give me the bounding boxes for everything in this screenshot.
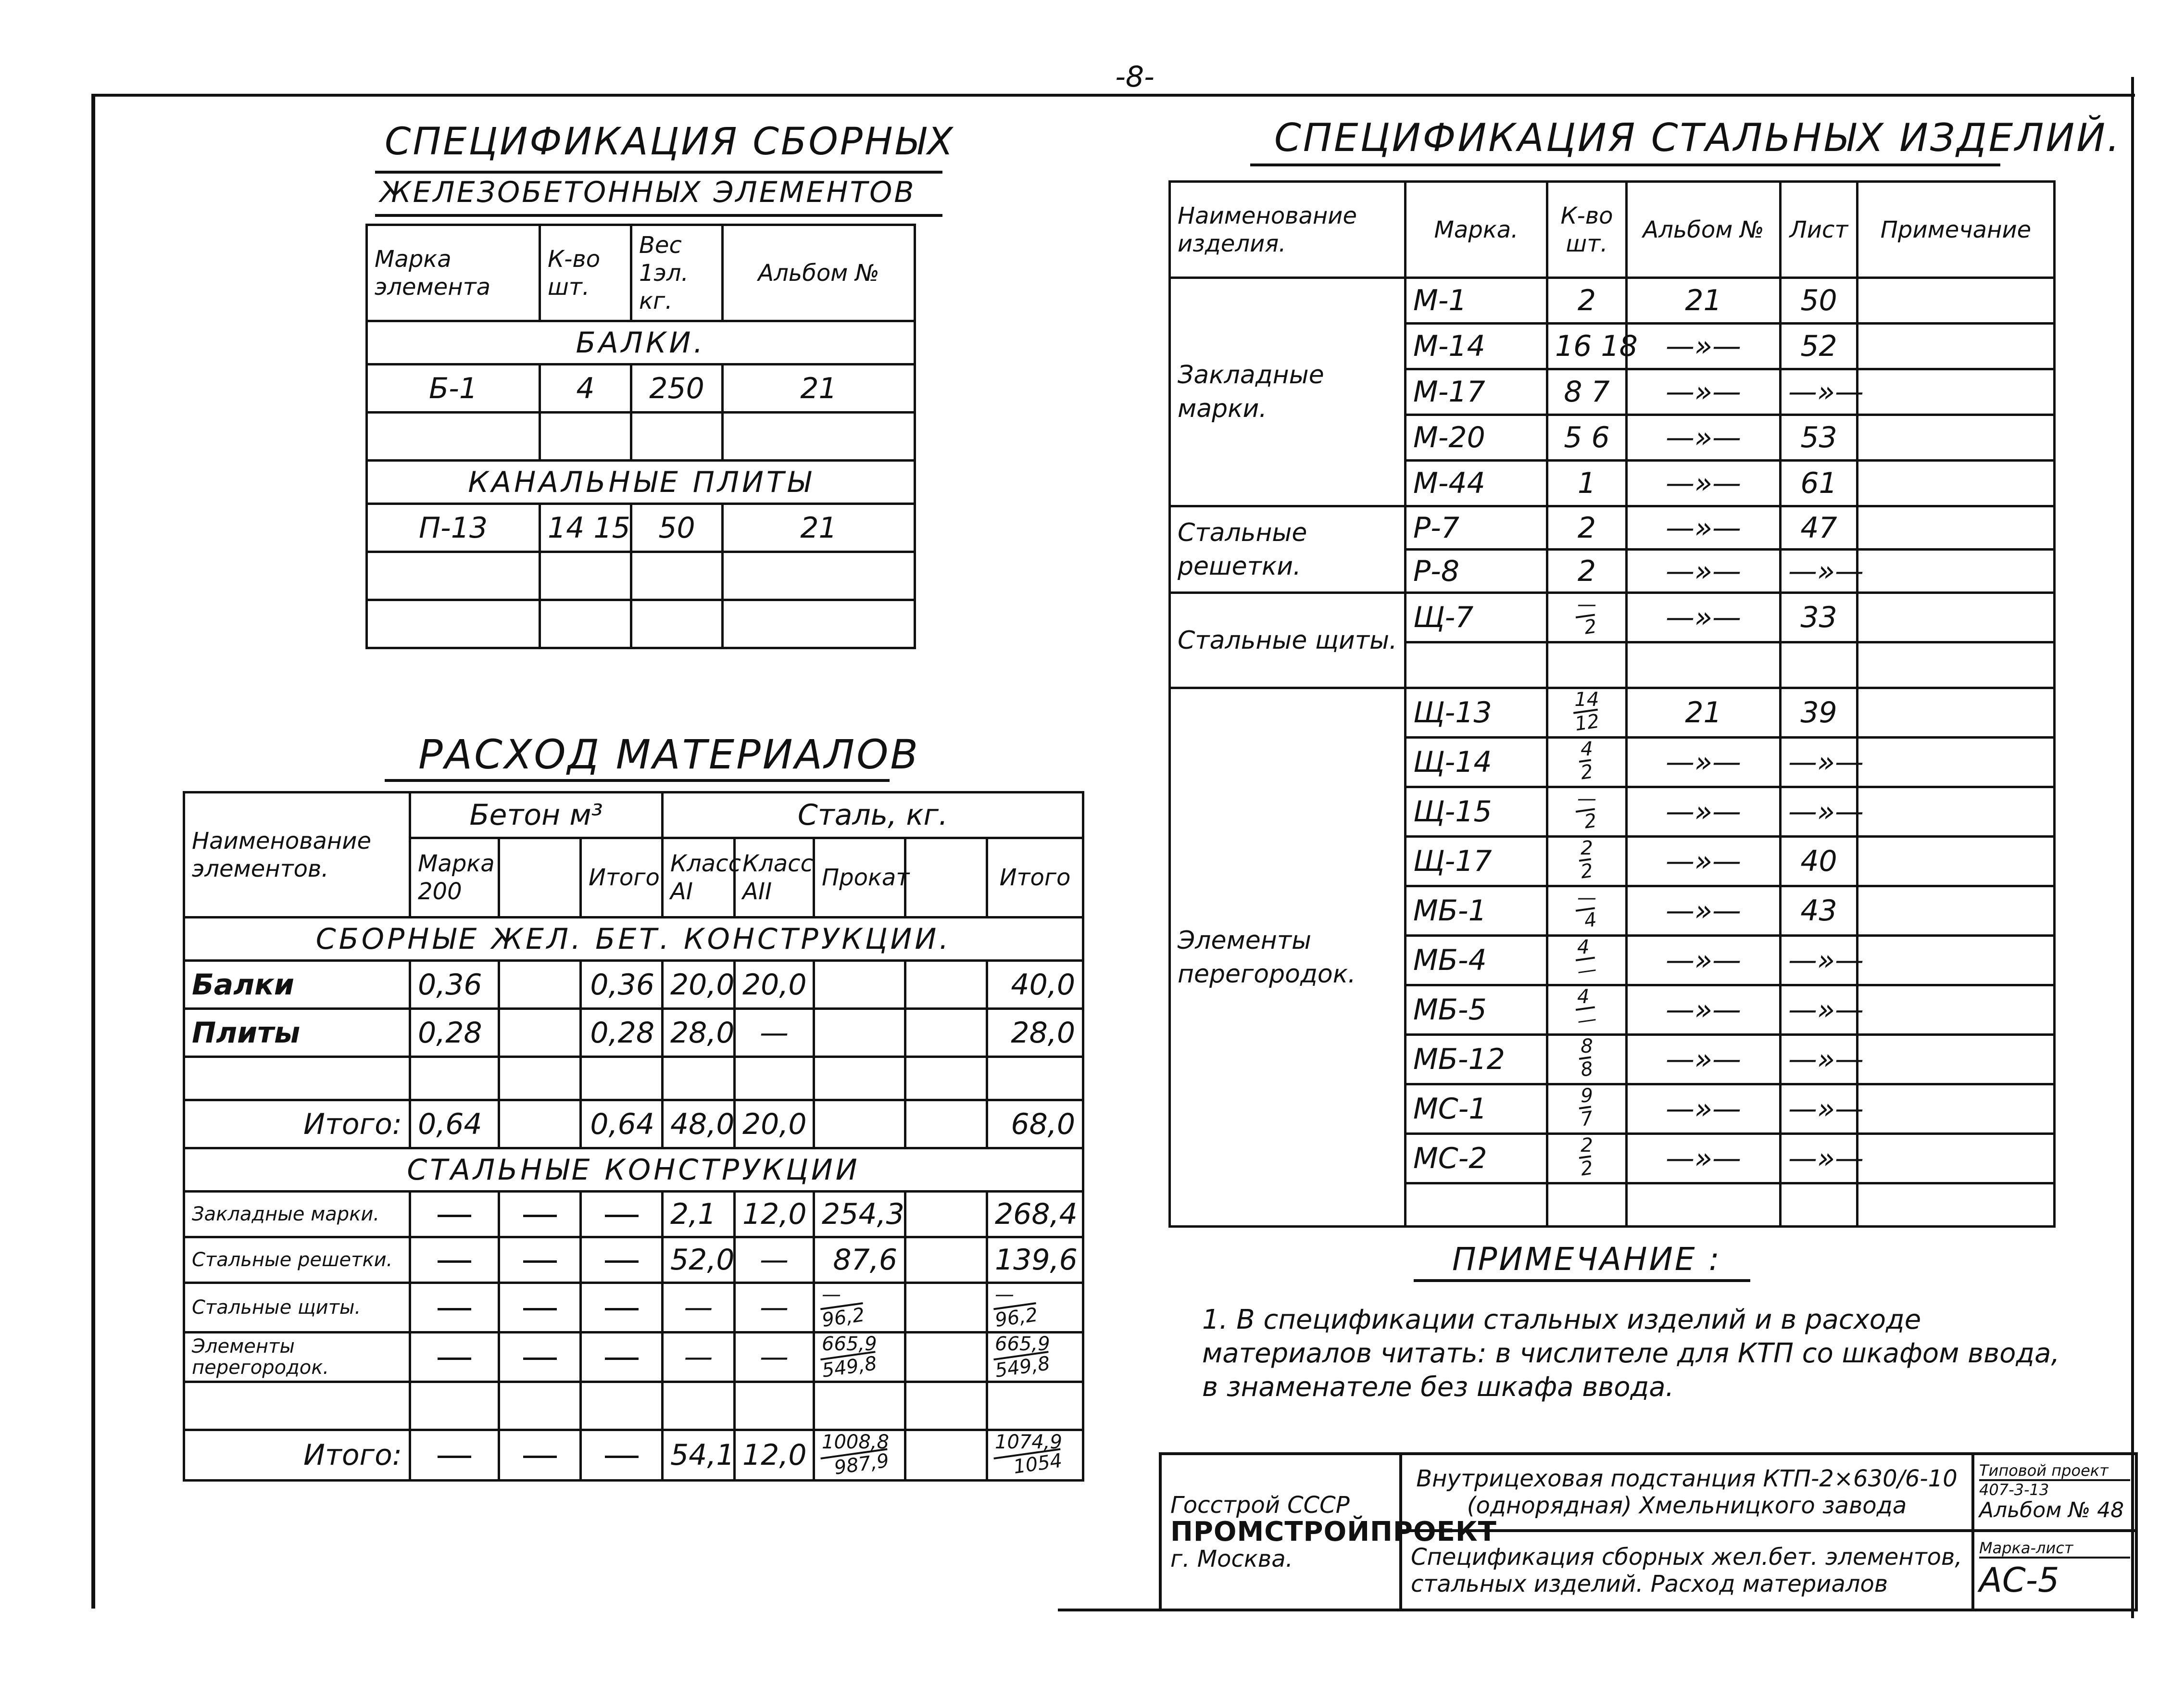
header-concrete-total: Итого [581, 838, 663, 918]
cell-stot: 68,0 [987, 1100, 1083, 1148]
steel-spec-table [1168, 180, 2056, 1228]
cell-a2: 20,0 [735, 1100, 814, 1148]
cell-album: —»— [1627, 324, 1781, 369]
header-album: Альбом № [1627, 182, 1781, 278]
cell-rolled: 87,6 [814, 1237, 905, 1283]
note-text: 1. В спецификации стальных изделий и в расходе материалов читать: в числителе для КТП со шкафом ввода, в знаменателе без шкафа ввода. [1202, 1304, 2060, 1403]
cell-album: —»— [1627, 837, 1781, 886]
cell-album: —»— [1627, 550, 1781, 593]
cell-sheet: —»— [1781, 936, 1858, 985]
fraction-qty: $\frac{2}{2}$ [1579, 837, 1595, 883]
section-row [184, 918, 1083, 961]
section-channel-slabs: КАНАЛЬНЫЕ ПЛИТЫ [367, 461, 915, 504]
note-title: ПРИМЕЧАНИЕ : [1452, 1241, 1721, 1278]
cell-total-label: Итого: [184, 1100, 410, 1148]
cell-qty: 2 [1547, 550, 1627, 593]
table-row [184, 1283, 1083, 1333]
cell-sheet: —»— [1781, 1084, 1858, 1134]
header-weight: Вес 1эл. кг. [631, 225, 723, 321]
cell-mark: МС-1 [1406, 1084, 1547, 1134]
cell-ctot: 0,36 [581, 961, 663, 1009]
cell-sheet: —»— [1781, 1035, 1858, 1084]
stamp-mark [1973, 1531, 2136, 1610]
header-album: Альбом № [723, 225, 915, 321]
cell-sheet: 33 [1781, 593, 1858, 642]
steel-spec-title: СПЕЦИФИКАЦИЯ СТАЛЬНЫХ ИЗДЕЛИЙ. [1274, 115, 2121, 160]
cell-a1: — [663, 1283, 735, 1333]
cell-sheet: —»— [1781, 985, 1858, 1035]
table-row [1170, 593, 2055, 642]
group-grates: Стальные решетки. [1170, 506, 1406, 593]
header-name: Наименование изделия. [1170, 182, 1406, 278]
rc-spec-title-underline [375, 171, 942, 174]
stamp-org [1160, 1454, 1497, 1610]
section-beams: БАЛКИ. [367, 321, 915, 365]
cell-mark: П-13 [367, 504, 540, 552]
cell-a1: 54,1 [663, 1430, 735, 1481]
cell-mark: МБ-5 [1406, 985, 1547, 1035]
cell-a2: — [735, 1333, 814, 1382]
cell-album: 21 [723, 365, 915, 413]
table-row [184, 1333, 1083, 1382]
cell-name: Плиты [184, 1009, 410, 1057]
fraction-qty: $\frac{—}{2}$ [1577, 788, 1596, 832]
cell-qty: 1 [1547, 461, 1627, 506]
table-row [367, 365, 915, 413]
header-name: Наименование элементов. [184, 792, 410, 918]
cell-mark: Б-1 [367, 365, 540, 413]
cell-weight: 50 [631, 504, 723, 552]
cell-album: 21 [1627, 278, 1781, 324]
stamp-typ-label: Типовой проект [1979, 1462, 2130, 1481]
steel-header-row [1170, 182, 2055, 278]
frame-left-line [91, 94, 95, 1609]
cell-mark: МБ-12 [1406, 1035, 1547, 1084]
rc-spec-title-line2: ЖЕЛЕЗОБЕТОННЫХ ЭЛЕМЕНТОВ [380, 176, 916, 209]
cell-stot: 28,0 [987, 1009, 1083, 1057]
cell-mark: МБ-1 [1406, 886, 1547, 936]
fraction-stot: $\frac{—}{96,2}$ [993, 1283, 1040, 1332]
cell-album: —»— [1627, 985, 1781, 1035]
header-concrete: Бетон м³ [410, 792, 663, 838]
cell-mark: МС-2 [1406, 1134, 1547, 1183]
stamp-mark-label: Марка-лист [1979, 1539, 2130, 1559]
section-row [184, 1148, 1083, 1192]
cell-name: Элементы перегородок. [184, 1333, 410, 1382]
cell-mark: МБ-4 [1406, 936, 1547, 985]
empty-row [367, 413, 915, 461]
materials-table [183, 791, 1084, 1482]
cell-sheet: 47 [1781, 506, 1858, 550]
cell-name: Закладные марки. [184, 1192, 410, 1237]
section-precast: СБОРНЫЕ ЖЕЛ. БЕТ. КОНСТРУКЦИИ. [184, 918, 1083, 961]
cell-mark: М-44 [1406, 461, 1547, 506]
header-steel: Сталь, кг. [663, 792, 1083, 838]
cell-mark: Р-7 [1406, 506, 1547, 550]
table-row [367, 504, 915, 552]
table-row [1170, 506, 2055, 550]
cell-album: —»— [1627, 369, 1781, 415]
cell-album: 21 [723, 504, 915, 552]
empty-row [367, 600, 915, 648]
fraction-rolled: $\frac{—}{96,2}$ [820, 1283, 866, 1332]
cell-rolled: 254,3 [814, 1192, 905, 1237]
cell-sheet: 40 [1781, 837, 1858, 886]
header-steel-total: Итого [987, 838, 1083, 918]
cell-a1: — [663, 1333, 735, 1382]
section-steel: СТАЛЬНЫЕ КОНСТРУКЦИИ [184, 1148, 1083, 1192]
cell-album: —»— [1627, 936, 1781, 985]
cell-a1: 48,0 [663, 1100, 735, 1148]
cell-mark: М-20 [1406, 415, 1547, 461]
table-row [1170, 278, 2055, 324]
header-mark: Марка элемента [367, 225, 540, 321]
cell-qty: 2 [1547, 506, 1627, 550]
cell-sheet: 39 [1781, 688, 1858, 738]
section-row [367, 321, 915, 365]
group-embedded: Закладные марки. [1170, 278, 1406, 506]
materials-title-underline [385, 779, 890, 782]
fraction-qty: $\frac{4}{—}$ [1576, 936, 1598, 983]
cell-qty: 5 6 [1547, 415, 1627, 461]
rc-spec-title-line1: СПЕЦИФИКАЦИЯ СБОРНЫХ [385, 120, 955, 163]
cell-a1: 20,0 [663, 961, 735, 1009]
cell-c200: 0,64 [410, 1100, 499, 1148]
table-row [184, 1237, 1083, 1283]
rc-spec-title-underline2 [375, 214, 942, 217]
cell-album: —»— [1627, 1035, 1781, 1084]
cell-sheet: —»— [1781, 369, 1858, 415]
cell-a1: 28,0 [663, 1009, 735, 1057]
table-row [184, 1192, 1083, 1237]
cell-c200: 0,28 [410, 1009, 499, 1057]
stamp-sheet-title: Спецификация сборных жел.бет. элементов, стальных изделий. Расход материалов [1401, 1531, 1973, 1610]
header-qty: К-во шт. [540, 225, 631, 321]
stamp-mark-value: АС-5 [1979, 1560, 2059, 1600]
cell-album: —»— [1627, 415, 1781, 461]
stamp-org3: г. Москва. [1170, 1545, 1293, 1572]
steel-spec-title-underline [1250, 163, 2000, 166]
fraction-qty: $\frac{—}{4}$ [1577, 887, 1596, 931]
table-row [184, 1009, 1083, 1057]
fraction-qty: $\frac{9}{7}$ [1579, 1085, 1595, 1131]
header-sheet: Лист [1781, 182, 1858, 278]
cell-ctot: 0,28 [581, 1009, 663, 1057]
cell-album: —»— [1627, 506, 1781, 550]
cell-sheet: —»— [1781, 550, 1858, 593]
cell-sheet: 52 [1781, 324, 1858, 369]
cell-sheet: 61 [1781, 461, 1858, 506]
cell-a2: — [735, 1237, 814, 1283]
cell-mark: Щ-13 [1406, 688, 1547, 738]
cell-a2: — [735, 1009, 814, 1057]
total-row [184, 1100, 1083, 1148]
cell-qty: 14 15 [540, 504, 631, 552]
frame-right-line [2131, 77, 2134, 1618]
stamp-typ-value: 407-3-13 [1979, 1481, 2049, 1499]
page-number: -8- [1115, 60, 1155, 94]
fraction-stot: $\frac{665,9}{549,8}$ [993, 1333, 1052, 1382]
stamp-org2: ПРОМСТРОЙПРОЕКТ [1170, 1516, 1497, 1547]
cell-album: —»— [1627, 738, 1781, 787]
cell-sheet: 50 [1781, 278, 1858, 324]
stamp-album: Альбом № 48 [1979, 1498, 2124, 1522]
table-row [184, 961, 1083, 1009]
cell-a1: 52,0 [663, 1237, 735, 1283]
empty-row [367, 552, 915, 600]
empty-row [184, 1382, 1083, 1430]
fraction-rolled: $\frac{1008,8}{987,9}$ [822, 1432, 889, 1476]
cell-c200: 0,36 [410, 961, 499, 1009]
fraction-qty: $\frac{2}{2}$ [1579, 1134, 1595, 1181]
cell-album: —»— [1627, 461, 1781, 506]
cell-album: —»— [1627, 593, 1781, 642]
header-concrete-mark: Марка 200 [410, 838, 499, 918]
header-mark: Марка. [1406, 182, 1547, 278]
cell-sheet: 43 [1781, 886, 1858, 936]
cell-sheet: 53 [1781, 415, 1858, 461]
cell-qty: 4 [540, 365, 631, 413]
header-note: Примечание [1858, 182, 2055, 278]
fraction-stot: $\frac{1074,9}{1054}$ [995, 1432, 1062, 1476]
cell-stot: 139,6 [987, 1237, 1083, 1283]
cell-mark: М-14 [1406, 324, 1547, 369]
fraction-qty: $\frac{14}{12}$ [1573, 689, 1601, 736]
cell-stot: 268,4 [987, 1192, 1083, 1237]
cell-stot: 40,0 [987, 961, 1083, 1009]
cell-album: —»— [1627, 787, 1781, 837]
stamp-project: Внутрицеховая подстанция КТП-2×630/6-10 (однорядная) Хмельницкого завода [1401, 1454, 1973, 1531]
cell-mark: Р-8 [1406, 550, 1547, 593]
cell-sheet: —»— [1781, 1134, 1858, 1183]
cell-mark: Щ-7 [1406, 593, 1547, 642]
total-row [184, 1430, 1083, 1481]
cell-sheet: —»— [1781, 738, 1858, 787]
materials-title: РАСХОД МАТЕРИАЛОВ [418, 731, 920, 778]
cell-a2: 20,0 [735, 961, 814, 1009]
cell-name: Балки [184, 961, 410, 1009]
header-class-a1: Класс АI [663, 838, 735, 918]
rc-spec-table [365, 224, 916, 649]
cell-name: Стальные щиты. [184, 1283, 410, 1333]
header-qty: К-во шт. [1547, 182, 1627, 278]
title-block [1159, 1452, 2138, 1611]
group-shields: Стальные щиты. [1170, 593, 1406, 688]
cell-a2: 12,0 [735, 1192, 814, 1237]
cell-mark: Щ-17 [1406, 837, 1547, 886]
stamp-org1: Госстрой СССР [1170, 1491, 1350, 1519]
rc-spec-header-row [367, 225, 915, 321]
group-partitions: Элементы перегородок. [1170, 688, 1406, 1227]
cell-a1: 2,1 [663, 1192, 735, 1237]
table-row [1170, 688, 2055, 738]
header-class-a2: Класс АII [735, 838, 814, 918]
materials-header-row1 [184, 792, 1083, 838]
cell-a2: 12,0 [735, 1430, 814, 1481]
cell-album: —»— [1627, 1134, 1781, 1183]
cell-album: —»— [1627, 886, 1781, 936]
fraction-rolled: $\frac{665,9}{549,8}$ [820, 1333, 879, 1382]
cell-mark: Щ-15 [1406, 787, 1547, 837]
fraction-qty: $\frac{8}{8}$ [1579, 1035, 1595, 1081]
empty-row [184, 1057, 1083, 1100]
cell-sheet: —»— [1781, 787, 1858, 837]
cell-mark: М-1 [1406, 278, 1547, 324]
cell-qty: 8 7 [1547, 369, 1627, 415]
cell-total-label: Итого: [184, 1430, 410, 1481]
cell-mark: М-17 [1406, 369, 1547, 415]
cell-name: Стальные решетки. [184, 1237, 410, 1283]
cell-album: —»— [1627, 1084, 1781, 1134]
cell-ctot: 0,64 [581, 1100, 663, 1148]
section-row [367, 461, 915, 504]
cell-qty: 16 18 [1547, 324, 1627, 369]
note-title-underline [1414, 1279, 1750, 1282]
stamp-typ [1973, 1454, 2136, 1531]
cell-a2: — [735, 1283, 814, 1333]
cell-weight: 250 [631, 365, 723, 413]
fraction-qty: $\frac{4}{—}$ [1576, 986, 1598, 1032]
header-rolled: Прокат [814, 838, 905, 918]
cell-album: 21 [1627, 688, 1781, 738]
fraction-qty: $\frac{4}{2}$ [1579, 738, 1595, 784]
fraction-qty: $\frac{—}{2}$ [1577, 594, 1596, 638]
cell-qty: 2 [1547, 278, 1627, 324]
cell-mark: Щ-14 [1406, 738, 1547, 787]
